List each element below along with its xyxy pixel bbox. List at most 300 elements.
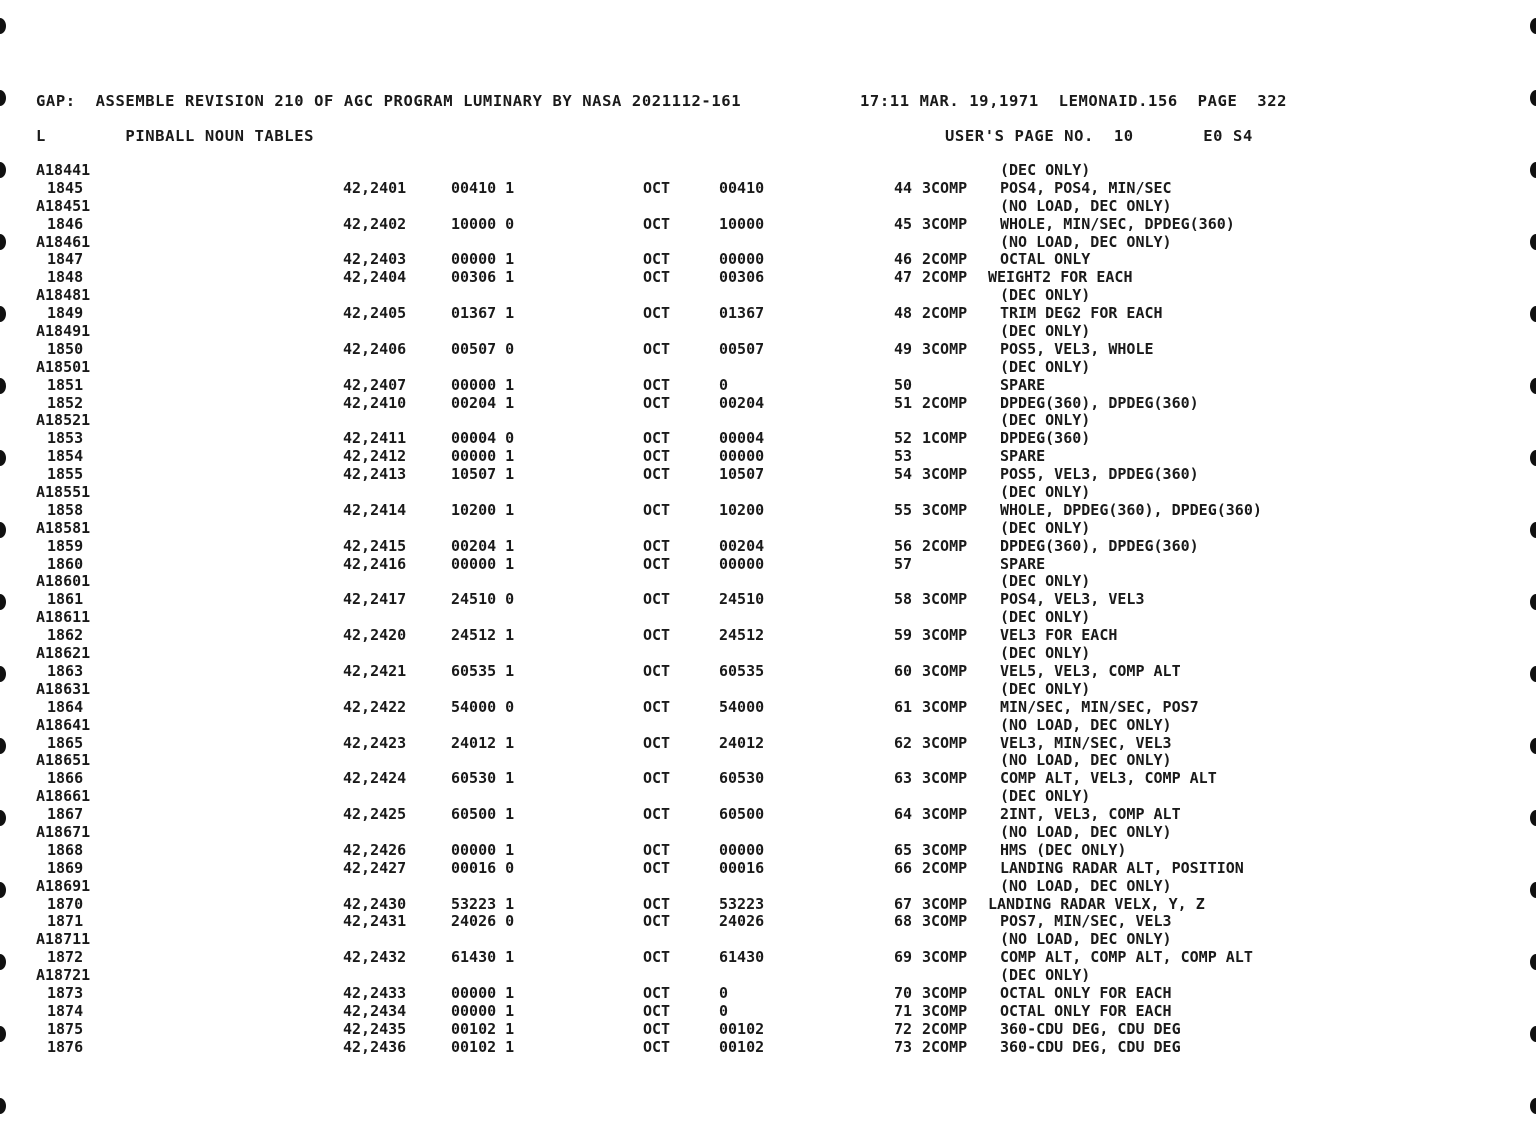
- noun-number-cell: 53: [893, 447, 912, 466]
- component-cell: 3COMP: [922, 1001, 968, 1020]
- listing-line: [0, 377, 1536, 395]
- noun-number-cell: 47: [893, 268, 912, 287]
- sequence-cell: 1860: [47, 554, 84, 573]
- description-cell: (DEC ONLY): [1000, 679, 1091, 698]
- listing-line: [0, 645, 1536, 663]
- noun-number-cell: 48: [893, 304, 912, 323]
- opcode-cell: OCT: [643, 339, 671, 358]
- value-cell: 00410: [719, 178, 765, 197]
- value-cell: 00016: [719, 858, 765, 877]
- listing-line: [0, 931, 1536, 949]
- listing-line: [0, 806, 1536, 824]
- description-cell: (DEC ONLY): [1000, 966, 1091, 985]
- opcode-cell: OCT: [643, 178, 671, 197]
- component-cell: 3COMP: [922, 983, 968, 1002]
- description-cell: POS4, VEL3, VEL3: [1000, 590, 1145, 609]
- value-cell: 53223: [719, 894, 765, 913]
- label-cell: A18641: [36, 715, 91, 734]
- listing-line: [0, 985, 1536, 1003]
- word-cell: 00410 1: [451, 178, 515, 197]
- description-cell: (DEC ONLY): [1000, 411, 1091, 430]
- listing-line: [0, 967, 1536, 985]
- noun-number-cell: 54: [893, 465, 912, 484]
- noun-number-cell: 58: [893, 590, 912, 609]
- opcode-cell: OCT: [643, 840, 671, 859]
- value-cell: 00306: [719, 268, 765, 287]
- description-cell: WHOLE, MIN/SEC, DPDEG(360): [1000, 214, 1235, 233]
- description-cell: DPDEG(360), DPDEG(360): [1000, 393, 1199, 412]
- label-cell: A18521: [36, 411, 91, 430]
- address-cell: 42,2425: [343, 805, 407, 824]
- component-cell: 3COMP: [922, 661, 968, 680]
- value-cell: 0: [719, 983, 729, 1002]
- noun-number-cell: 72: [893, 1019, 912, 1038]
- listing-line: [0, 663, 1536, 681]
- listing-line: [0, 752, 1536, 770]
- component-cell: 3COMP: [922, 465, 968, 484]
- component-cell: 2COMP: [922, 304, 968, 323]
- word-cell: 61430 1: [451, 948, 515, 967]
- description-cell: VEL5, VEL3, COMP ALT: [1000, 661, 1181, 680]
- description-cell: (DEC ONLY): [1000, 518, 1091, 537]
- listing-line: [0, 896, 1536, 914]
- opcode-cell: OCT: [643, 536, 671, 555]
- opcode-cell: OCT: [643, 429, 671, 448]
- word-cell: 00000 1: [451, 1001, 515, 1020]
- word-cell: 01367 1: [451, 304, 515, 323]
- description-cell: OCTAL ONLY FOR EACH: [1000, 1001, 1172, 1020]
- listing-line: [0, 735, 1536, 753]
- opcode-cell: OCT: [643, 393, 671, 412]
- address-cell: 42,2411: [343, 429, 407, 448]
- component-cell: 3COMP: [922, 948, 968, 967]
- noun-number-cell: 52: [893, 429, 912, 448]
- word-cell: 00004 0: [451, 429, 515, 448]
- opcode-cell: OCT: [643, 1019, 671, 1038]
- noun-number-cell: 50: [893, 375, 912, 394]
- value-cell: 10200: [719, 500, 765, 519]
- word-cell: 24026 0: [451, 912, 515, 931]
- listing-line: [0, 681, 1536, 699]
- opcode-cell: OCT: [643, 465, 671, 484]
- label-cell: A18631: [36, 679, 91, 698]
- description-cell: TRIM DEG2 FOR EACH: [1000, 304, 1163, 323]
- noun-number-cell: 64: [893, 805, 912, 824]
- description-cell: VEL3, MIN/SEC, VEL3: [1000, 733, 1172, 752]
- description-cell: OCTAL ONLY FOR EACH: [1000, 983, 1172, 1002]
- address-cell: 42,2415: [343, 536, 407, 555]
- listing-line: [0, 1021, 1536, 1039]
- listing-line: [0, 341, 1536, 359]
- tractor-hole: [1530, 90, 1536, 106]
- listing-line: [0, 323, 1536, 341]
- value-cell: 61430: [719, 948, 765, 967]
- word-cell: 00306 1: [451, 268, 515, 287]
- noun-number-cell: 71: [893, 1001, 912, 1020]
- listing-line: [0, 878, 1536, 896]
- label-cell: A18661: [36, 787, 91, 806]
- address-cell: 42,2434: [343, 1001, 407, 1020]
- listing-line: [0, 484, 1536, 502]
- address-cell: 42,2417: [343, 590, 407, 609]
- sequence-cell: 1869: [47, 858, 84, 877]
- description-cell: (NO LOAD, DEC ONLY): [1000, 822, 1172, 841]
- component-cell: 2COMP: [922, 1019, 968, 1038]
- label-cell: A18491: [36, 322, 91, 341]
- word-cell: 10200 1: [451, 500, 515, 519]
- address-cell: 42,2403: [343, 250, 407, 269]
- listing-line: [0, 860, 1536, 878]
- label-cell: A18671: [36, 822, 91, 841]
- noun-number-cell: 56: [893, 536, 912, 555]
- address-cell: 42,2410: [343, 393, 407, 412]
- label-cell: A18461: [36, 232, 91, 251]
- label-cell: A18601: [36, 572, 91, 591]
- word-cell: 00000 1: [451, 554, 515, 573]
- listing-line: [0, 448, 1536, 466]
- sequence-cell: 1868: [47, 840, 84, 859]
- listing-line: [0, 287, 1536, 305]
- listing-line: [0, 699, 1536, 717]
- description-cell: SPARE: [1000, 375, 1046, 394]
- noun-number-cell: 65: [893, 840, 912, 859]
- description-cell: (NO LOAD, DEC ONLY): [1000, 751, 1172, 770]
- address-cell: 42,2416: [343, 554, 407, 573]
- listing-line: [0, 609, 1536, 627]
- sequence-cell: 1852: [47, 393, 84, 412]
- opcode-cell: OCT: [643, 1037, 671, 1056]
- label-cell: A18711: [36, 930, 91, 949]
- opcode-cell: OCT: [643, 447, 671, 466]
- component-cell: 2COMP: [922, 250, 968, 269]
- description-cell: MIN/SEC, MIN/SEC, POS7: [1000, 697, 1199, 716]
- opcode-cell: OCT: [643, 894, 671, 913]
- word-cell: 60500 1: [451, 805, 515, 824]
- description-cell: (NO LOAD, DEC ONLY): [1000, 930, 1172, 949]
- listing-line: [0, 591, 1536, 609]
- description-cell: (NO LOAD, DEC ONLY): [1000, 232, 1172, 251]
- listing-line: [0, 913, 1536, 931]
- opcode-cell: OCT: [643, 733, 671, 752]
- description-cell: (DEC ONLY): [1000, 161, 1091, 179]
- sequence-cell: 1861: [47, 590, 84, 609]
- address-cell: 42,2421: [343, 661, 407, 680]
- label-cell: A18651: [36, 751, 91, 770]
- noun-number-cell: 70: [893, 983, 912, 1002]
- opcode-cell: OCT: [643, 948, 671, 967]
- address-cell: 42,2426: [343, 840, 407, 859]
- address-cell: 42,2424: [343, 769, 407, 788]
- label-cell: A18451: [36, 196, 91, 215]
- word-cell: 00000 1: [451, 447, 515, 466]
- opcode-cell: OCT: [643, 661, 671, 680]
- listing-line: [0, 359, 1536, 377]
- word-cell: 00000 1: [451, 375, 515, 394]
- description-cell: (DEC ONLY): [1000, 483, 1091, 502]
- component-cell: 2COMP: [922, 536, 968, 555]
- sequence-cell: 1864: [47, 697, 84, 716]
- noun-number-cell: 57: [893, 554, 912, 573]
- component-cell: 3COMP: [922, 178, 968, 197]
- sequence-cell: 1846: [47, 214, 84, 233]
- tractor-hole: [0, 1098, 6, 1114]
- opcode-cell: OCT: [643, 500, 671, 519]
- description-cell: (NO LOAD, DEC ONLY): [1000, 196, 1172, 215]
- value-cell: 24510: [719, 590, 765, 609]
- user-page-number: USER'S PAGE NO. 10 E0 S4: [945, 127, 1253, 145]
- opcode-cell: OCT: [643, 697, 671, 716]
- value-cell: 00000: [719, 447, 765, 466]
- description-cell: POS7, MIN/SEC, VEL3: [1000, 912, 1172, 931]
- listing-line: [0, 770, 1536, 788]
- component-cell: 3COMP: [922, 840, 968, 859]
- noun-number-cell: 61: [893, 697, 912, 716]
- component-cell: 3COMP: [922, 500, 968, 519]
- value-cell: 00102: [719, 1037, 765, 1056]
- noun-number-cell: 66: [893, 858, 912, 877]
- word-cell: 54000 0: [451, 697, 515, 716]
- component-cell: 3COMP: [922, 894, 968, 913]
- label-cell: A18581: [36, 518, 91, 537]
- sequence-cell: 1870: [47, 894, 84, 913]
- listing-line: [0, 627, 1536, 645]
- sequence-cell: 1851: [47, 375, 84, 394]
- value-cell: 00507: [719, 339, 765, 358]
- noun-number-cell: 63: [893, 769, 912, 788]
- listing-line: [0, 573, 1536, 591]
- opcode-cell: OCT: [643, 554, 671, 573]
- address-cell: 42,2402: [343, 214, 407, 233]
- listing-line: [0, 717, 1536, 735]
- sequence-cell: 1845: [47, 178, 84, 197]
- address-cell: 42,2412: [343, 447, 407, 466]
- noun-number-cell: 49: [893, 339, 912, 358]
- value-cell: 10507: [719, 465, 765, 484]
- word-cell: 00016 0: [451, 858, 515, 877]
- address-cell: 42,2435: [343, 1019, 407, 1038]
- component-cell: 1COMP: [922, 429, 968, 448]
- description-cell: (DEC ONLY): [1000, 572, 1091, 591]
- description-cell: (NO LOAD, DEC ONLY): [1000, 876, 1172, 895]
- label-cell: A18621: [36, 644, 91, 663]
- description-cell: DPDEG(360): [1000, 429, 1091, 448]
- description-cell: (DEC ONLY): [1000, 608, 1091, 627]
- value-cell: 00204: [719, 536, 765, 555]
- description-cell: (DEC ONLY): [1000, 357, 1091, 376]
- listing-line: [0, 305, 1536, 323]
- opcode-cell: OCT: [643, 626, 671, 645]
- value-cell: 00004: [719, 429, 765, 448]
- word-cell: 53223 1: [451, 894, 515, 913]
- word-cell: 60535 1: [451, 661, 515, 680]
- listing-line: [0, 842, 1536, 860]
- listing-line: [0, 824, 1536, 842]
- sequence-cell: 1849: [47, 304, 84, 323]
- listing-line: [0, 1039, 1536, 1057]
- component-cell: 3COMP: [922, 626, 968, 645]
- address-cell: 42,2422: [343, 697, 407, 716]
- listing-line: [0, 556, 1536, 574]
- value-cell: 00000: [719, 250, 765, 269]
- opcode-cell: OCT: [643, 375, 671, 394]
- description-cell: DPDEG(360), DPDEG(360): [1000, 536, 1199, 555]
- noun-number-cell: 55: [893, 500, 912, 519]
- value-cell: 54000: [719, 697, 765, 716]
- value-cell: 0: [719, 375, 729, 394]
- value-cell: 10000: [719, 214, 765, 233]
- sequence-cell: 1874: [47, 1001, 84, 1020]
- description-cell: WHOLE, DPDEG(360), DPDEG(360): [1000, 500, 1262, 519]
- component-cell: 3COMP: [922, 339, 968, 358]
- description-cell: (NO LOAD, DEC ONLY): [1000, 715, 1172, 734]
- sequence-cell: 1858: [47, 500, 84, 519]
- noun-number-cell: 46: [893, 250, 912, 269]
- value-cell: 60530: [719, 769, 765, 788]
- noun-number-cell: 45: [893, 214, 912, 233]
- value-cell: 24012: [719, 733, 765, 752]
- address-cell: 42,2401: [343, 178, 407, 197]
- description-cell: COMP ALT, COMP ALT, COMP ALT: [1000, 948, 1253, 967]
- header-date-page: 17:11 MAR. 19,1971 LEMONAID.156 PAGE 322: [860, 92, 1288, 110]
- word-cell: 00000 1: [451, 840, 515, 859]
- listing-line: [0, 1003, 1536, 1021]
- opcode-cell: OCT: [643, 805, 671, 824]
- component-cell: 3COMP: [922, 590, 968, 609]
- listing-body: [0, 162, 1536, 1057]
- listing-line: [0, 216, 1536, 234]
- sequence-cell: 1862: [47, 626, 84, 645]
- sequence-cell: 1865: [47, 733, 84, 752]
- value-cell: 24512: [719, 626, 765, 645]
- value-cell: 00000: [719, 840, 765, 859]
- tractor-hole: [1530, 1098, 1536, 1114]
- value-cell: 24026: [719, 912, 765, 931]
- opcode-cell: OCT: [643, 1001, 671, 1020]
- noun-number-cell: 68: [893, 912, 912, 931]
- value-cell: 60535: [719, 661, 765, 680]
- description-cell: SPARE: [1000, 447, 1046, 466]
- listing-line: [0, 502, 1536, 520]
- listing-line: [0, 788, 1536, 806]
- component-cell: 3COMP: [922, 912, 968, 931]
- address-cell: 42,2414: [343, 500, 407, 519]
- word-cell: 00102 1: [451, 1037, 515, 1056]
- sequence-cell: 1867: [47, 805, 84, 824]
- sequence-cell: 1848: [47, 268, 84, 287]
- listing-line: [0, 251, 1536, 269]
- noun-number-cell: 73: [893, 1037, 912, 1056]
- noun-number-cell: 59: [893, 626, 912, 645]
- word-cell: 00204 1: [451, 536, 515, 555]
- listing-line: [0, 269, 1536, 287]
- label-cell: A18691: [36, 876, 91, 895]
- opcode-cell: OCT: [643, 214, 671, 233]
- component-cell: 3COMP: [922, 697, 968, 716]
- opcode-cell: OCT: [643, 590, 671, 609]
- component-cell: 2COMP: [922, 393, 968, 412]
- component-cell: 2COMP: [922, 858, 968, 877]
- word-cell: 00000 1: [451, 250, 515, 269]
- address-cell: 42,2406: [343, 339, 407, 358]
- listing-line: [0, 234, 1536, 252]
- component-cell: 3COMP: [922, 769, 968, 788]
- opcode-cell: OCT: [643, 250, 671, 269]
- header-title: GAP: ASSEMBLE REVISION 210 OF AGC PROGRAM LUMINARY BY NASA 2021112-161: [36, 92, 742, 110]
- address-cell: 42,2430: [343, 894, 407, 913]
- description-cell: COMP ALT, VEL3, COMP ALT: [1000, 769, 1217, 788]
- noun-number-cell: 60: [893, 661, 912, 680]
- noun-number-cell: 67: [893, 894, 912, 913]
- listing-line: [0, 198, 1536, 216]
- description-cell: (DEC ONLY): [1000, 286, 1091, 305]
- sequence-cell: 1876: [47, 1037, 84, 1056]
- component-cell: 2COMP: [922, 1037, 968, 1056]
- word-cell: 00204 1: [451, 393, 515, 412]
- address-cell: 42,2436: [343, 1037, 407, 1056]
- listing-line: [0, 180, 1536, 198]
- value-cell: 0: [719, 1001, 729, 1020]
- description-cell: HMS (DEC ONLY): [1000, 840, 1127, 859]
- label-cell: A18501: [36, 357, 91, 376]
- description-cell: POS4, POS4, MIN/SEC: [1000, 178, 1172, 197]
- word-cell: 00000 1: [451, 983, 515, 1002]
- sequence-cell: 1866: [47, 769, 84, 788]
- sequence-cell: 1871: [47, 912, 84, 931]
- description-cell: LANDING RADAR ALT, POSITION: [1000, 858, 1244, 877]
- value-cell: 01367: [719, 304, 765, 323]
- listing-line: [0, 395, 1536, 413]
- description-cell: SPARE: [1000, 554, 1046, 573]
- listing-line: [0, 520, 1536, 538]
- section-title: L PINBALL NOUN TABLES: [36, 127, 315, 145]
- description-cell: VEL3 FOR EACH: [1000, 626, 1118, 645]
- sequence-cell: 1872: [47, 948, 84, 967]
- address-cell: 42,2431: [343, 912, 407, 931]
- listing-line: [0, 538, 1536, 556]
- description-cell: 2INT, VEL3, COMP ALT: [1000, 805, 1181, 824]
- label-cell: A18441: [36, 161, 91, 179]
- description-cell: POS5, VEL3, WHOLE: [1000, 339, 1154, 358]
- label-cell: A18611: [36, 608, 91, 627]
- address-cell: 42,2432: [343, 948, 407, 967]
- label-cell: A18551: [36, 483, 91, 502]
- description-cell: (DEC ONLY): [1000, 787, 1091, 806]
- address-cell: 42,2413: [343, 465, 407, 484]
- word-cell: 24012 1: [451, 733, 515, 752]
- word-cell: 00102 1: [451, 1019, 515, 1038]
- word-cell: 24510 0: [451, 590, 515, 609]
- noun-number-cell: 44: [893, 178, 912, 197]
- word-cell: 24512 1: [451, 626, 515, 645]
- noun-number-cell: 62: [893, 733, 912, 752]
- description-cell: WEIGHT2 FOR EACH: [988, 268, 1133, 287]
- address-cell: 42,2423: [343, 733, 407, 752]
- opcode-cell: OCT: [643, 858, 671, 877]
- address-cell: 42,2433: [343, 983, 407, 1002]
- description-cell: POS5, VEL3, DPDEG(360): [1000, 465, 1199, 484]
- noun-number-cell: 51: [893, 393, 912, 412]
- listing-line: [0, 430, 1536, 448]
- word-cell: 60530 1: [451, 769, 515, 788]
- opcode-cell: OCT: [643, 912, 671, 931]
- sequence-cell: 1875: [47, 1019, 84, 1038]
- component-cell: 2COMP: [922, 268, 968, 287]
- address-cell: 42,2405: [343, 304, 407, 323]
- noun-number-cell: 69: [893, 948, 912, 967]
- address-cell: 42,2404: [343, 268, 407, 287]
- listing-line: [0, 949, 1536, 967]
- listing-line: [0, 412, 1536, 430]
